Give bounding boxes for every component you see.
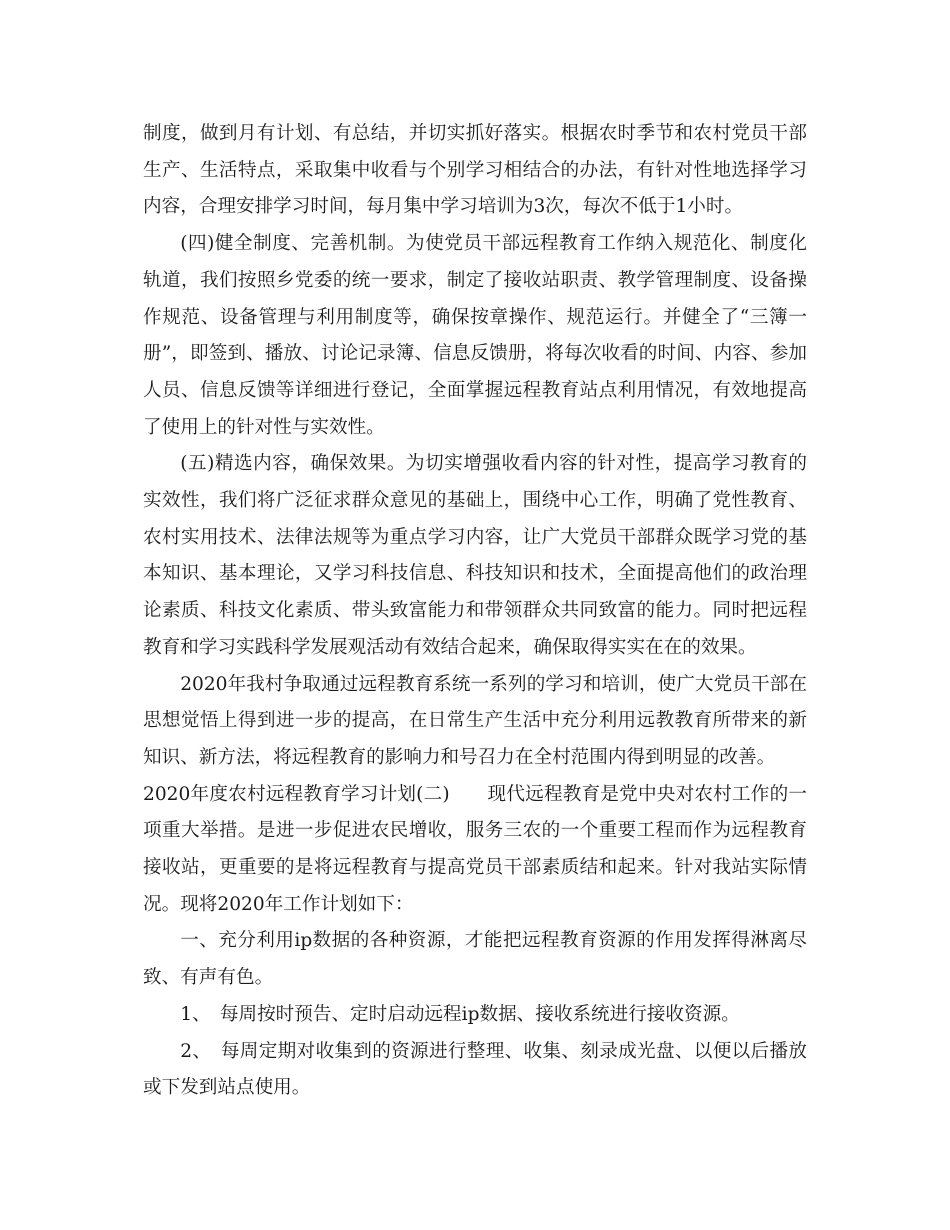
- plan-two-gap: [450, 784, 488, 805]
- list-item-1: 1、 每周按时预告、定时启动远程ip数据、接收系统进行接收资源。: [180, 1003, 740, 1025]
- paragraph-plan-two: [143, 777, 807, 924]
- plan-two-heading: 2020年度农村远程教育学习计划(二): [143, 783, 450, 805]
- list-item-2: 2、 每周定期对收集到的资源进行整理、收集、刻录成光盘、以便以后播放或下发到站点使用。: [143, 1040, 807, 1099]
- plan-two-text: 现代远程教育是党中央对农村工作的一项重大举措。是进一步促进农民增收，服务三农的一个重要工程而作为远程教育接收站，更重要的是将远程教育与提高党员干部素质结和起来。针对我站实际情况。现将2020年工作计划如下：: [143, 783, 807, 915]
- paragraph-section-4: (四)健全制度、完善机制。为使党员干部远程教育工作纳入规范化、制度化轨道，我们按照乡党委的统一要求，制定了接收站职责、教学管理制度、设备操作规范、设备管理与利用制度等，确保按章操作、规范运行。并健全了“三簿一册”，即签到、播放、讨论记录簿、信息反馈册，将每次收看的时间、内容、参加人员、信息反馈等详细进行登记，全面掌握远程教育站点利用情况，有效地提高了使用上的针对性与实效性。: [143, 233, 807, 438]
- paragraph-continuation: 制度，做到月有计划、有总结，并切实抓好落实。根据农时季节和农村党员干部生产、生活特点，采取集中收看与个别学习相结合的办法，有针对性地选择学习内容，合理安排学习时间，每月集中学习培训为3次，每次不低于1小时。: [143, 123, 807, 218]
- list-item-heading-one: 一、充分利用ip数据的各种资源，才能把远程教育资源的作用发挥得淋离尽致、有声有色。: [143, 930, 807, 989]
- paragraph-goal-2020: 2020年我村争取通过远程教育系统一系列的学习和培训，使广大党员干部在思想觉悟上得到进一步的提高，在日常生产生活中充分利用远教教育所带来的新知识、新方法，将远程教育的影响力和号召力在全村范围内得到明显的改善。: [143, 673, 807, 768]
- paragraph-section-5: (五)精选内容，确保效果。为切实增强收看内容的针对性，提高学习教育的实效性，我们将广泛征求群众意见的基础上，围绕中心工作，明确了党性教育、农村实用技术、法律法规等为重点学习内容，让广大党员干部群众既学习党的基本知识、基本理论，又学习科技信息、科技知识和技术，全面提高他们的政治理论素质、科技文化素质、带头致富能力和带领群众共同致富的能力。同时把远程教育和学习实践科学发展观活动有效结合起来，确保取得实实在在的效果。: [143, 453, 807, 658]
- document-body: [143, 116, 807, 1107]
